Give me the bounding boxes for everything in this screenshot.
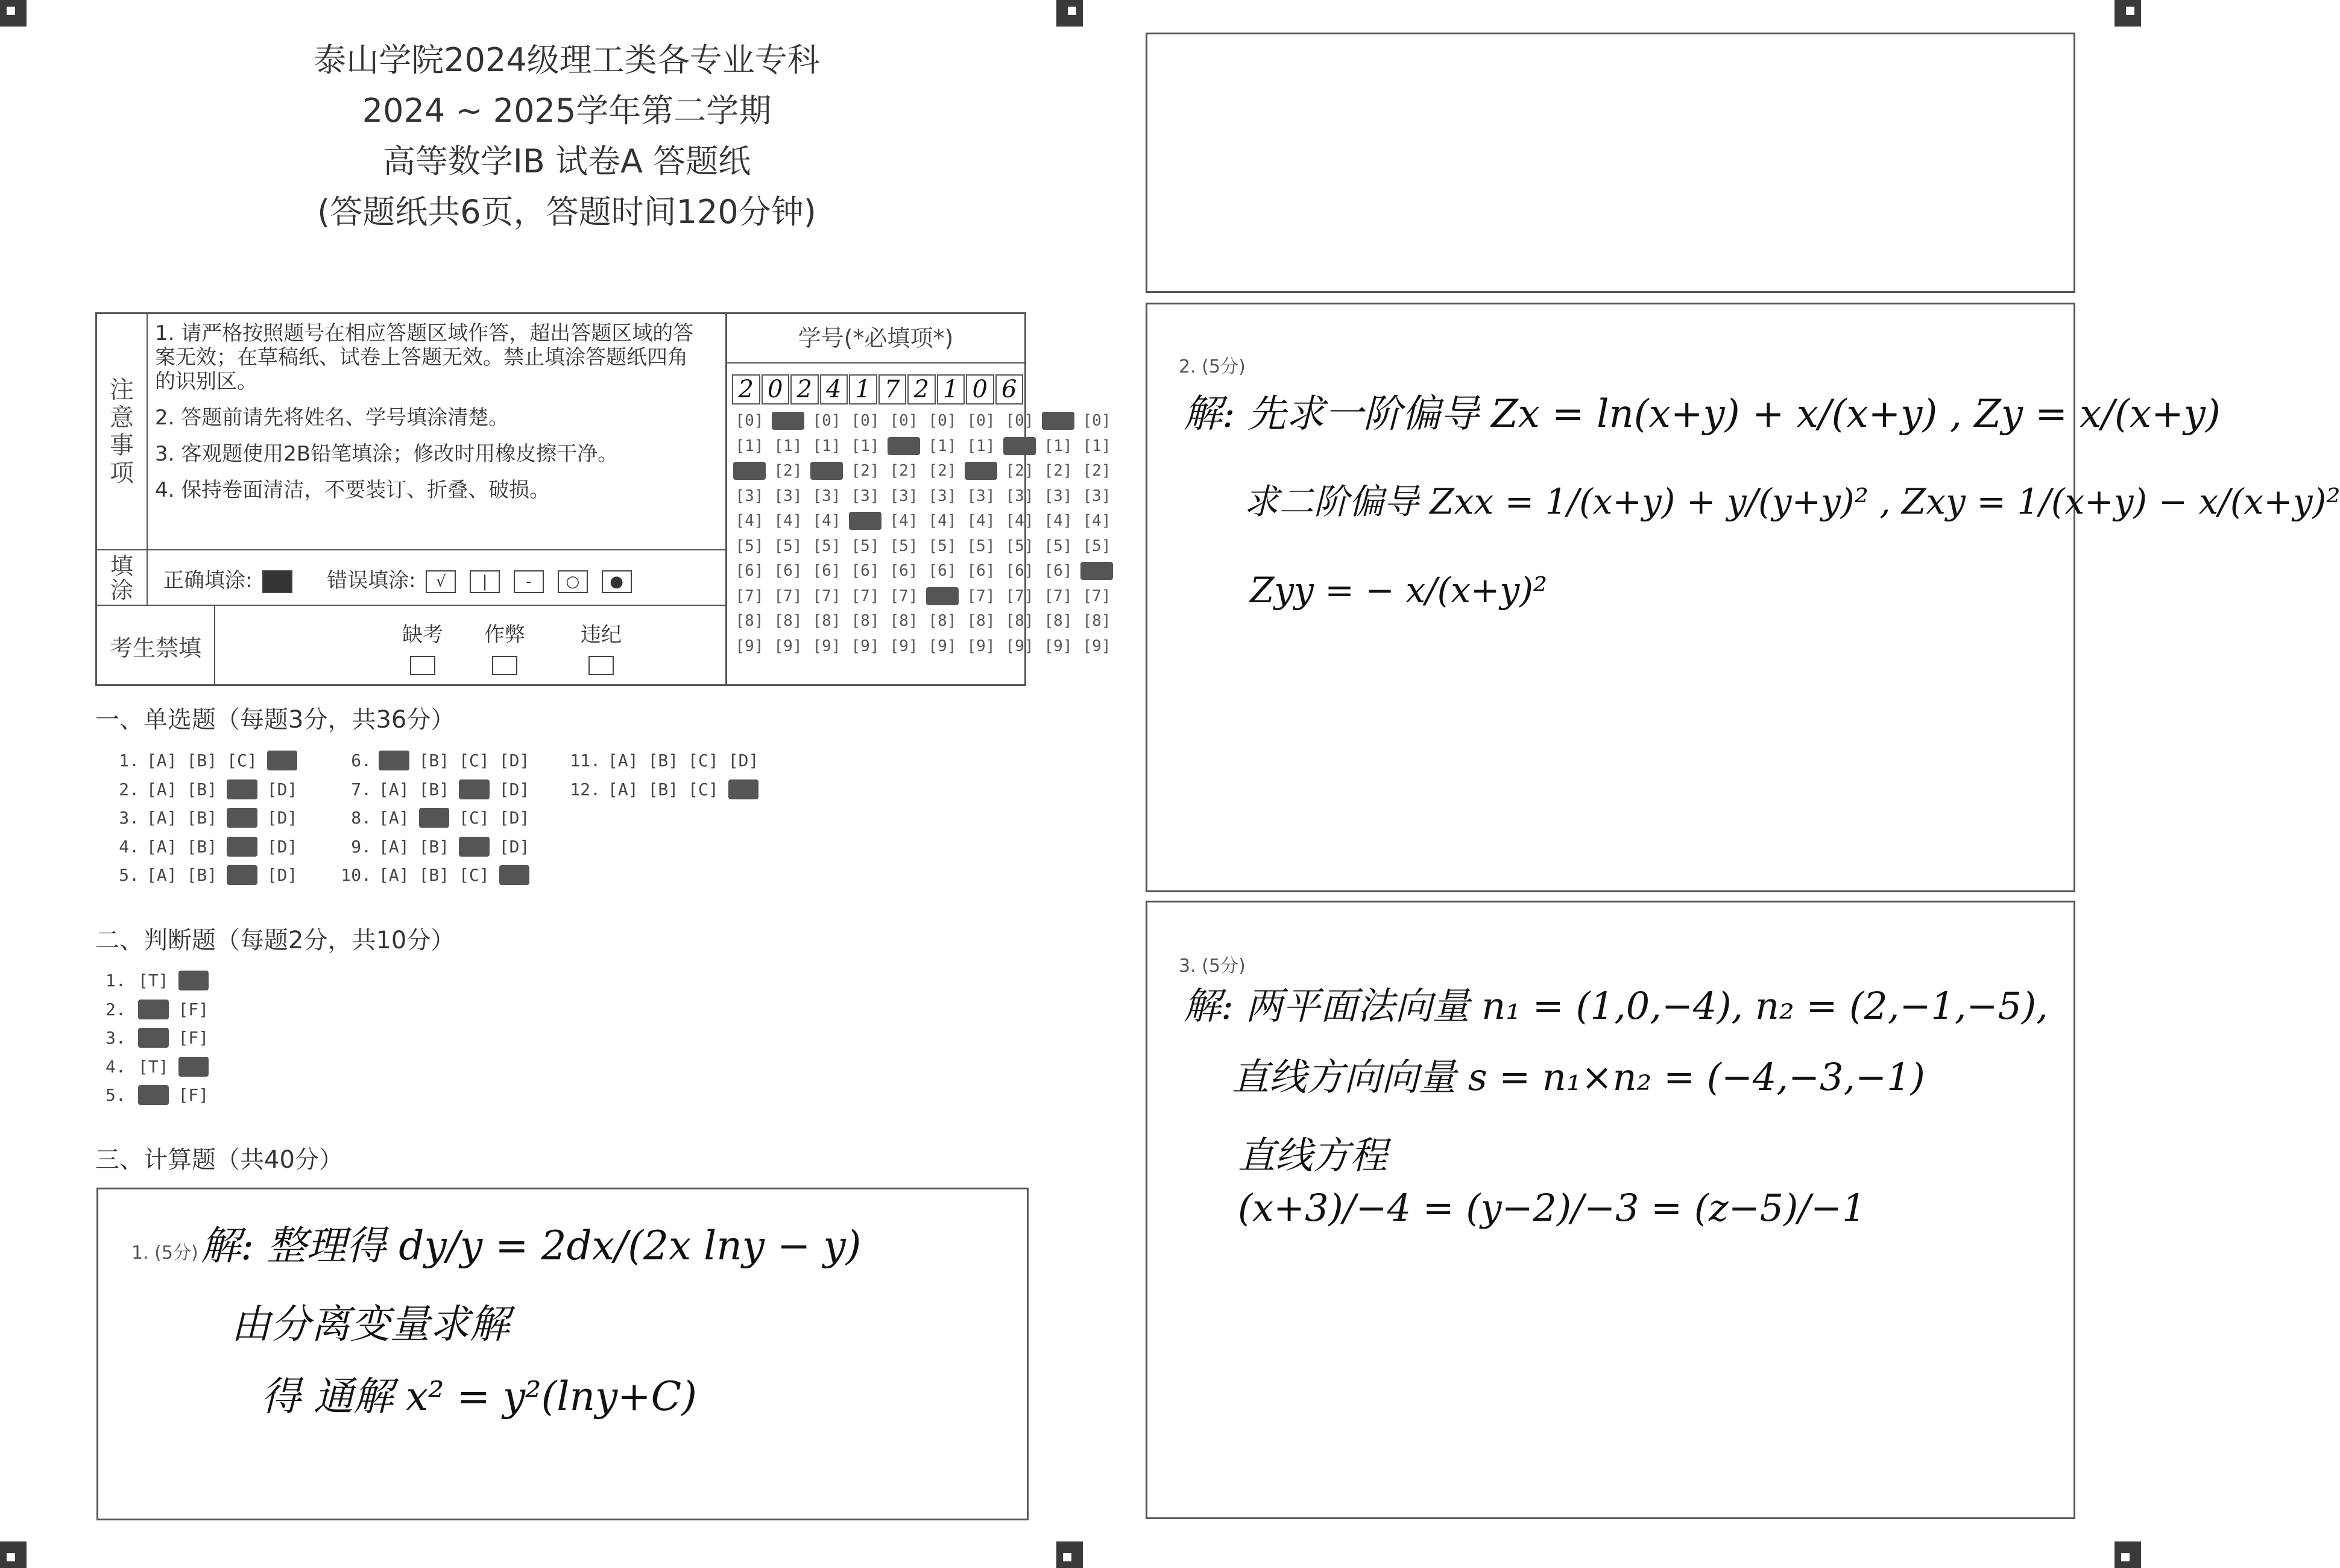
- registration-mark-top-left: [0, 0, 27, 27]
- student-id-bubble[interactable]: [3]: [1044, 486, 1073, 505]
- mc-option-bubble[interactable]: [B]: [418, 751, 450, 770]
- student-id-bubble[interactable]: [9]: [967, 637, 995, 655]
- exam-header: [145, 35, 989, 238]
- student-id-bubble[interactable]: [7]: [735, 587, 764, 605]
- student-id-bubble[interactable]: [4]: [774, 512, 803, 530]
- student-id-bubble[interactable]: [5]: [774, 537, 803, 555]
- mc-option-bubble[interactable]: [459, 837, 490, 857]
- student-id-bubble[interactable]: [2]: [1005, 462, 1034, 480]
- student-id-bubble[interactable]: [1042, 412, 1074, 430]
- mc-option-bubble[interactable]: [C]: [459, 751, 490, 770]
- mc-question: [106, 808, 307, 828]
- section3-title: 三、计算题（共40分）: [95, 1146, 343, 1174]
- examiner-only-row: [97, 605, 725, 684]
- tf-question-number: 5.: [106, 1085, 126, 1105]
- mc-option-bubble[interactable]: [D]: [499, 779, 530, 799]
- student-id-bubble[interactable]: [5]: [928, 537, 957, 555]
- student-id-digit: 1: [937, 374, 965, 405]
- student-id-digit: 6: [995, 374, 1024, 405]
- student-id-bubble[interactable]: [2]: [851, 462, 880, 480]
- mc-option-bubble[interactable]: [419, 808, 450, 828]
- tf-option-bubble[interactable]: [T]: [138, 1056, 169, 1077]
- mc-option-bubble[interactable]: [379, 751, 409, 770]
- tf-option-bubble[interactable]: [138, 1000, 169, 1019]
- student-id-bubble[interactable]: [6]: [1005, 562, 1034, 580]
- student-id-bubble[interactable]: [1]: [967, 436, 995, 455]
- correct-fill-swatch: [262, 570, 292, 593]
- student-id-bubble[interactable]: [6]: [928, 562, 957, 580]
- student-id-bubble[interactable]: [1]: [851, 436, 880, 455]
- student-id-bubble[interactable]: [3]: [1082, 486, 1111, 505]
- wrong-fill-circle: ○: [558, 570, 588, 593]
- q1-line-3: 得 通解 x² = y²(lny+C): [261, 1373, 697, 1420]
- header-line-1: 泰山学院2024级理工类各专业专科: [314, 41, 820, 79]
- student-id-bubble[interactable]: [4]: [1082, 512, 1111, 530]
- violation-option: [565, 618, 637, 675]
- mc-question-number: 12.: [570, 779, 601, 799]
- student-id-bubble[interactable]: [0]: [812, 412, 841, 430]
- student-id-bubble[interactable]: [5]: [1005, 537, 1034, 555]
- section1-title: 一、单选题（每题3分，共36分）: [95, 706, 455, 734]
- student-id-bubble[interactable]: [0]: [1005, 412, 1034, 430]
- student-id-bubble[interactable]: [5]: [967, 537, 995, 555]
- student-id-bubble[interactable]: [7]: [851, 587, 880, 605]
- student-id-digit: 0: [966, 374, 994, 405]
- q2-label: 2. (5分): [1179, 356, 1246, 377]
- student-id-bubble[interactable]: [9]: [928, 637, 957, 655]
- mc-question: [106, 751, 307, 770]
- student-id-bubble[interactable]: [5]: [851, 537, 880, 555]
- tf-question-number: 4.: [106, 1056, 126, 1077]
- registration-mark-bottom-right: [2115, 1541, 2141, 1568]
- student-id-bubble[interactable]: [2]: [774, 462, 803, 480]
- tf-question: [106, 1057, 218, 1077]
- notice-item: 2. 答题前请先将姓名、学号填涂清楚。: [155, 406, 509, 430]
- mc-question: [338, 837, 539, 857]
- answer-box-q1[interactable]: [96, 1188, 1029, 1520]
- q1-line-1: 解: 整理得 dy/y = 2dx/(2x lny − y): [201, 1223, 862, 1269]
- student-id-bubble[interactable]: [4]: [889, 512, 918, 530]
- tf-option-bubble[interactable]: [F]: [178, 1085, 209, 1105]
- mc-option-bubble[interactable]: [B]: [418, 865, 450, 885]
- mc-option-bubble[interactable]: [A]: [608, 751, 639, 770]
- mc-option-bubble[interactable]: [D]: [266, 779, 298, 799]
- q3-line-2: 直线方向向量 s = n₁×n₂ = (−4,−3,−1): [1232, 1055, 1925, 1099]
- student-id-bubble[interactable]: [3]: [812, 486, 841, 505]
- mc-option-bubble[interactable]: [D]: [499, 808, 530, 828]
- student-id-bubble[interactable]: [0]: [1082, 412, 1111, 430]
- mc-option-bubble[interactable]: [B]: [186, 865, 218, 885]
- tf-option-bubble[interactable]: [F]: [178, 1028, 209, 1048]
- mc-question: [338, 751, 539, 770]
- mc-option-bubble[interactable]: [B]: [186, 836, 218, 857]
- student-id-digit: 0: [762, 374, 790, 405]
- mc-option-bubble[interactable]: [D]: [266, 808, 298, 828]
- student-id-bubble[interactable]: [849, 512, 881, 530]
- mc-question: [567, 751, 768, 770]
- mc-option-bubble[interactable]: [B]: [418, 779, 450, 799]
- mc-question: [338, 865, 539, 885]
- mc-option-bubble[interactable]: [A]: [379, 808, 409, 828]
- student-id-bubble[interactable]: [5]: [1082, 537, 1111, 555]
- student-id-bubble[interactable]: [6]: [1044, 562, 1073, 580]
- student-id-bubble[interactable]: [772, 412, 804, 430]
- mc-question-number: 8.: [351, 808, 371, 828]
- mc-option-bubble[interactable]: [499, 865, 530, 885]
- student-id-digit: 2: [790, 374, 819, 405]
- q1-line-2: 由分离变量求解: [231, 1301, 509, 1347]
- student-id-bubble[interactable]: [8]: [812, 612, 841, 630]
- tf-question: [106, 1000, 218, 1019]
- tf-option-bubble[interactable]: [F]: [178, 999, 209, 1019]
- student-id-bubble[interactable]: [926, 587, 959, 605]
- student-id-bubble[interactable]: [8]: [851, 612, 880, 630]
- notice-items: [155, 321, 698, 514]
- tf-question-number: 2.: [106, 999, 126, 1019]
- student-id-bubble[interactable]: [2]: [928, 462, 957, 480]
- tf-question: [106, 971, 218, 990]
- mc-question-number: 3.: [119, 808, 139, 828]
- section2-title: 二、判断题（每题2分，共10分）: [95, 927, 455, 954]
- mc-question-number: 11.: [570, 751, 601, 770]
- mc-question-number: 9.: [351, 836, 371, 857]
- header-line-2: 2024 ~ 2025学年第二学期: [362, 92, 772, 130]
- q3-line-3: 直线方程: [1238, 1133, 1388, 1177]
- tf-option-bubble[interactable]: [138, 1085, 169, 1105]
- wrong-fill-dot: ●: [602, 570, 632, 593]
- mc-option-bubble[interactable]: [A]: [147, 865, 177, 885]
- student-id-digit: 7: [878, 374, 907, 405]
- student-id-bubble[interactable]: [1]: [928, 436, 957, 455]
- student-id-digits: [732, 374, 1024, 405]
- cheating-option: [468, 618, 541, 675]
- fill-example-row: [97, 549, 725, 605]
- violation-checkbox[interactable]: [588, 656, 614, 675]
- student-id-block: [725, 314, 1111, 684]
- absent-label: 缺考: [402, 623, 443, 647]
- mc-question: [106, 779, 307, 799]
- violation-label: 违纪: [581, 623, 622, 647]
- student-id-bubble[interactable]: [6]: [851, 562, 880, 580]
- mc-option-bubble[interactable]: [A]: [608, 779, 639, 799]
- student-id-bubble[interactable]: [1]: [1044, 436, 1073, 455]
- fill-wrong-label: 错误填涂:: [327, 568, 416, 593]
- student-id-bubble[interactable]: [5]: [1044, 537, 1073, 555]
- mc-option-bubble[interactable]: [B]: [186, 808, 218, 828]
- student-id-bubble[interactable]: [9]: [1082, 637, 1111, 655]
- cheating-label: 作弊: [484, 623, 525, 647]
- student-id-bubble[interactable]: [4]: [928, 512, 957, 530]
- mc-question: [338, 779, 539, 799]
- notice-table: [95, 312, 1111, 686]
- notice-label: 注 意 事 项: [97, 314, 148, 549]
- student-id-bubble[interactable]: [7]: [1082, 587, 1111, 605]
- student-id-bubble[interactable]: [1]: [1082, 436, 1111, 455]
- student-id-bubble[interactable]: [6]: [774, 562, 803, 580]
- mc-question-number: 5.: [119, 865, 139, 885]
- mc-question-number: 7.: [351, 779, 371, 799]
- student-id-bubble[interactable]: [9]: [735, 637, 764, 655]
- tf-option-bubble[interactable]: [178, 971, 209, 990]
- student-id-bubble[interactable]: [965, 462, 997, 480]
- q3-line-1: 解: 两平面法向量 n₁ = (1,0,−4), n₂ = (2,−1,−5),: [1184, 984, 2048, 1028]
- mc-option-bubble[interactable]: [A]: [147, 779, 177, 799]
- fill-examples: [163, 564, 635, 593]
- student-id-bubble[interactable]: [6]: [735, 562, 764, 580]
- student-id-bubble[interactable]: [3]: [967, 486, 995, 505]
- student-id-bubble[interactable]: [7]: [774, 587, 803, 605]
- mc-option-bubble[interactable]: [267, 751, 298, 770]
- student-id-bubble[interactable]: [9]: [812, 637, 841, 655]
- mc-option-bubble[interactable]: [227, 808, 257, 828]
- answer-box-q2[interactable]: [1146, 303, 2340, 892]
- student-id-bubble[interactable]: [9]: [1044, 637, 1073, 655]
- mc-option-bubble[interactable]: [C]: [459, 808, 490, 828]
- header-line-4: (答题纸共6页，答题时间120分钟): [317, 193, 816, 231]
- answer-box-q3[interactable]: [1146, 901, 2075, 1519]
- student-id-bubble[interactable]: [4]: [812, 512, 841, 530]
- mc-option-bubble[interactable]: [A]: [379, 865, 409, 885]
- student-id-bubble[interactable]: [0]: [967, 412, 995, 430]
- student-id-bubble[interactable]: [3]: [735, 486, 764, 505]
- student-id-bubble[interactable]: [5]: [812, 537, 841, 555]
- student-id-bubble[interactable]: [0]: [928, 412, 957, 430]
- fill-label: 填 涂: [97, 550, 148, 606]
- tf-question-number: 3.: [106, 1028, 126, 1048]
- student-id-bubble[interactable]: [733, 462, 766, 480]
- mc-option-bubble[interactable]: [A]: [147, 808, 177, 828]
- student-id-title: 学号(*必填项*): [727, 314, 1024, 364]
- registration-mark-bottom-left: [0, 1541, 27, 1568]
- mc-option-bubble[interactable]: [459, 779, 490, 799]
- student-id-bubble[interactable]: [810, 462, 843, 480]
- mc-question-number: 4.: [119, 836, 139, 857]
- q2-line-1: 解: 先求一阶偏导 Zx = ln(x+y) + x/(x+y) , Zy = x/(x+y): [1184, 392, 2221, 436]
- student-id-bubble[interactable]: [4]: [967, 512, 995, 530]
- student-id-bubble[interactable]: [4]: [1044, 512, 1073, 530]
- student-id-bubble[interactable]: [8]: [735, 612, 764, 630]
- student-id-bubble[interactable]: [8]: [774, 612, 803, 630]
- mc-option-bubble[interactable]: [C]: [688, 751, 719, 770]
- absent-option: [386, 618, 459, 675]
- student-id-bubble[interactable]: [9]: [889, 637, 918, 655]
- student-id-bubble[interactable]: [4]: [1005, 512, 1034, 530]
- student-id-bubble[interactable]: [4]: [735, 512, 764, 530]
- mc-option-bubble[interactable]: [227, 837, 257, 857]
- student-id-bubble[interactable]: [8]: [967, 612, 995, 630]
- mc-option-bubble[interactable]: [A]: [147, 836, 177, 857]
- wrong-fill-dash: -: [514, 570, 544, 593]
- student-id-bubble[interactable]: [3]: [774, 486, 803, 505]
- header-line-3: 高等数学IB 试卷A 答题纸: [382, 142, 751, 180]
- student-id-digit: 4: [820, 374, 848, 405]
- mc-option-bubble[interactable]: [D]: [499, 751, 530, 770]
- q2-line-3: Zyy = − x/(x+y)²: [1250, 570, 1548, 611]
- q1-label: 1. (5分): [131, 1242, 198, 1264]
- tf-option-bubble[interactable]: [T]: [138, 971, 169, 990]
- student-id-bubble[interactable]: [9]: [1005, 637, 1034, 655]
- notice-item: 1. 请严格按照题号在相应答题区域作答，超出答题区域的答案无效；在草稿纸、试卷上答题无效。禁止填涂答题纸四角的识别区。: [155, 321, 694, 394]
- mc-question-number: 1.: [119, 751, 139, 770]
- notice-item: 3. 客观题使用2B铅笔填涂；修改时用橡皮擦干净。: [155, 442, 619, 466]
- student-id-digit: 2: [732, 374, 760, 405]
- mc-option-bubble[interactable]: [D]: [728, 751, 759, 770]
- student-id-bubble[interactable]: [1]: [774, 436, 803, 455]
- fill-correct-label: 正确填涂:: [163, 568, 253, 593]
- wrong-fill-bar: |: [470, 570, 500, 593]
- student-id-bubble[interactable]: [0]: [735, 412, 764, 430]
- absent-checkbox[interactable]: [410, 656, 435, 675]
- student-id-bubble[interactable]: [6]: [889, 562, 918, 580]
- student-id-bubble[interactable]: [6]: [967, 562, 995, 580]
- student-id-bubble[interactable]: [5]: [889, 537, 918, 555]
- mc-question: [106, 837, 307, 857]
- student-id-bubble[interactable]: [8]: [928, 612, 957, 630]
- mc-option-bubble[interactable]: [B]: [186, 751, 218, 770]
- tf-option-bubble[interactable]: [138, 1028, 169, 1048]
- mc-question: [567, 779, 768, 799]
- mc-option-bubble[interactable]: [C]: [688, 779, 719, 799]
- student-id-bubble[interactable]: [3]: [889, 486, 918, 505]
- student-id-bubble[interactable]: [1]: [812, 436, 841, 455]
- tf-question: [106, 1028, 218, 1048]
- mc-option-bubble[interactable]: [B]: [648, 751, 679, 770]
- tf-question: [106, 1085, 218, 1105]
- student-id-bubble[interactable]: [8]: [1082, 612, 1111, 630]
- q3-line-4: (x+3)/−4 = (y−2)/−3 = (z−5)/−1: [1238, 1186, 1866, 1230]
- mc-option-bubble[interactable]: [A]: [379, 836, 409, 857]
- student-id-bubble[interactable]: [7]: [967, 587, 995, 605]
- mc-option-bubble[interactable]: [A]: [379, 779, 409, 799]
- student-id-bubble[interactable]: [0]: [851, 412, 880, 430]
- student-id-bubble[interactable]: [2]: [1082, 462, 1111, 480]
- tf-question-number: 1.: [106, 971, 126, 990]
- q2-line-2: 求二阶偏导 Zxx = 1/(x+y) + y/(y+y)² , Zxy = 1/(x+y) − x/(x+y)²: [1244, 481, 2340, 522]
- mc-question-number: 10.: [341, 865, 371, 885]
- mc-option-bubble[interactable]: [B]: [418, 836, 450, 857]
- wrong-fill-check: √: [426, 570, 456, 593]
- student-id-digit: 1: [849, 374, 877, 405]
- mc-option-bubble[interactable]: [D]: [266, 836, 298, 857]
- mc-option-bubble[interactable]: [A]: [147, 751, 177, 770]
- notice-item: 4. 保持卷面清洁，不要装订、折叠、破损。: [155, 478, 550, 502]
- student-id-bubble[interactable]: [888, 437, 920, 455]
- mc-option-bubble[interactable]: [C]: [459, 865, 490, 885]
- mc-option-bubble[interactable]: [227, 779, 257, 799]
- mc-option-bubble[interactable]: [728, 779, 759, 799]
- student-id-bubble[interactable]: [1003, 437, 1036, 455]
- student-id-digit: 2: [907, 374, 936, 405]
- registration-mark-bottom-center: [1056, 1541, 1083, 1568]
- student-id-bubble[interactable]: [9]: [851, 637, 880, 655]
- mc-option-bubble[interactable]: [B]: [648, 779, 679, 799]
- mc-option-bubble[interactable]: [B]: [186, 779, 218, 799]
- mc-option-bubble[interactable]: [C]: [227, 751, 257, 770]
- student-id-bubble[interactable]: [3]: [928, 486, 957, 505]
- mc-question-number: 2.: [119, 779, 139, 799]
- student-id-bubble[interactable]: [8]: [889, 612, 918, 630]
- student-id-bubble[interactable]: [2]: [1044, 462, 1073, 480]
- student-id-bubble[interactable]: [3]: [1005, 486, 1034, 505]
- student-id-bubble[interactable]: [8]: [1044, 612, 1073, 630]
- student-id-bubble[interactable]: [7]: [1044, 587, 1073, 605]
- student-id-bubble[interactable]: [0]: [889, 412, 918, 430]
- tf-option-bubble[interactable]: [178, 1057, 209, 1077]
- mc-option-bubble[interactable]: [D]: [266, 865, 298, 885]
- student-id-bubble[interactable]: [7]: [1005, 587, 1034, 605]
- student-id-bubble[interactable]: [3]: [851, 486, 880, 505]
- cheating-checkbox[interactable]: [492, 656, 517, 675]
- student-id-bubble[interactable]: [8]: [1005, 612, 1034, 630]
- ban-label: 考生禁填: [97, 606, 215, 685]
- q3-label: 3. (5分): [1179, 956, 1246, 977]
- student-id-bubble[interactable]: [1080, 562, 1113, 580]
- registration-mark-top-right: [2115, 0, 2141, 27]
- mc-option-bubble[interactable]: [227, 865, 257, 885]
- mc-question: [338, 808, 539, 828]
- mc-option-bubble[interactable]: [D]: [499, 836, 530, 857]
- student-id-bubble[interactable]: [5]: [735, 537, 764, 555]
- registration-mark-top-center: [1056, 0, 1083, 27]
- student-id-bubble[interactable]: [6]: [812, 562, 841, 580]
- mc-question: [106, 865, 307, 885]
- student-id-bubble[interactable]: [2]: [889, 462, 918, 480]
- student-id-bubble[interactable]: [7]: [812, 587, 841, 605]
- answer-box-blank[interactable]: [1146, 33, 2075, 293]
- student-id-bubble[interactable]: [7]: [889, 587, 918, 605]
- mc-question-number: 6.: [351, 751, 371, 770]
- student-id-bubble[interactable]: [1]: [735, 436, 764, 455]
- student-id-bubble[interactable]: [9]: [774, 637, 803, 655]
